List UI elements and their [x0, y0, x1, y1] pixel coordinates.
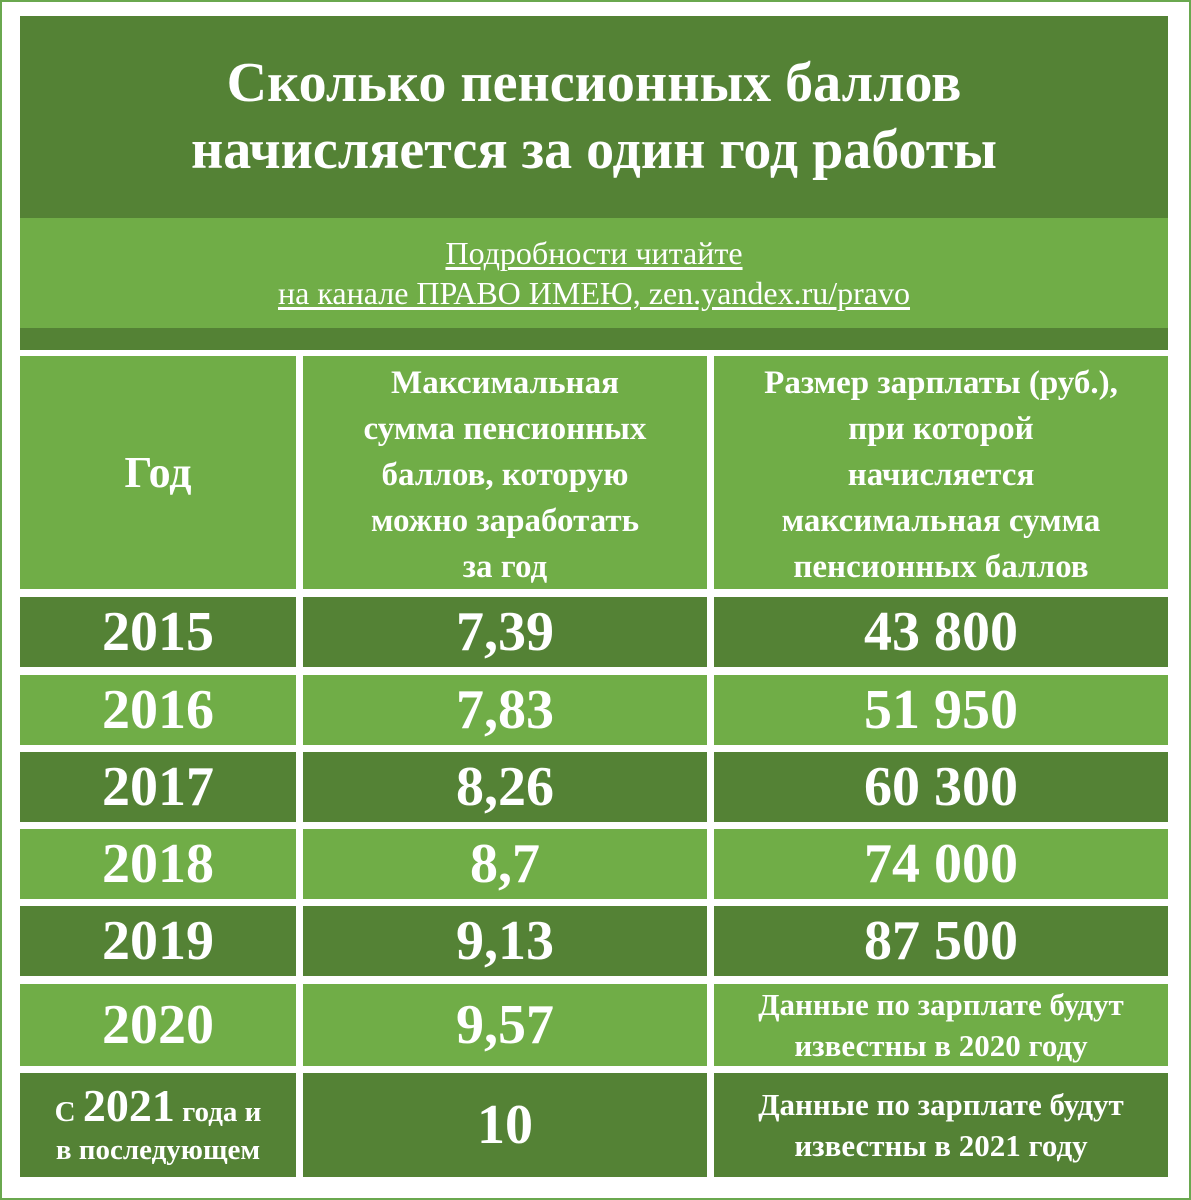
header-salary-line: пенсионных баллов — [793, 548, 1089, 585]
points-cell: 8,7 — [303, 829, 707, 899]
header-salary-line: Размер зарплаты (руб.), — [764, 364, 1118, 401]
header-points-line: баллов, которую — [381, 456, 629, 493]
header-year: Год — [20, 356, 296, 589]
source-note — [20, 218, 1168, 328]
salary-cell: 43 800 — [714, 597, 1168, 667]
header-points-line: Максимальная — [391, 364, 619, 401]
header-points-line: можно заработать — [370, 502, 640, 539]
divider-bar — [20, 328, 1168, 350]
salary-cell: 60 300 — [714, 752, 1168, 822]
points-cell: 7,39 — [303, 597, 707, 667]
year-prefix: С — [54, 1096, 76, 1128]
title-line-2: начисляется за один год работы — [190, 119, 998, 181]
salary-note-cell — [714, 984, 1168, 1066]
year-suffix: года и — [182, 1096, 262, 1128]
salary-cell: 87 500 — [714, 906, 1168, 976]
year-cell-2021-onwards — [20, 1073, 296, 1177]
points-cell: 9,57 — [303, 984, 707, 1066]
year-cell: 2015 — [20, 597, 296, 667]
salary-note-cell — [714, 1073, 1168, 1177]
points-cell: 9,13 — [303, 906, 707, 976]
source-line-2: на канале ПРАВО ИМЕЮ, zen.yandex.ru/pravo — [278, 275, 910, 311]
year-cell: 2019 — [20, 906, 296, 976]
header-max-points — [303, 356, 707, 589]
source-line-1: Подробности читайте — [445, 235, 743, 271]
year-number: 2021 — [82, 1080, 175, 1131]
points-cell: 10 — [303, 1073, 707, 1177]
header-points-line: за год — [462, 548, 548, 585]
year-cell: 2018 — [20, 829, 296, 899]
salary-note-line: известны в 2021 году — [794, 1128, 1088, 1163]
salary-note-line: Данные по зарплате будут — [758, 987, 1124, 1022]
salary-note-line: известны в 2020 году — [794, 1028, 1088, 1063]
salary-note-line: Данные по зарплате будут — [758, 1087, 1124, 1122]
header-salary-line: максимальная сумма — [781, 502, 1101, 539]
salary-cell: 51 950 — [714, 675, 1168, 745]
year-cell: 2017 — [20, 752, 296, 822]
page-title — [20, 16, 1168, 218]
year-cell: 2016 — [20, 675, 296, 745]
header-points-line: сумма пенсионных — [363, 410, 647, 447]
year-line-2: в последующем — [55, 1134, 261, 1166]
salary-cell: 74 000 — [714, 829, 1168, 899]
header-salary-line: при которой — [848, 410, 1034, 447]
title-line-1: Сколько пенсионных баллов — [226, 52, 962, 114]
year-cell: 2020 — [20, 984, 296, 1066]
points-cell: 7,83 — [303, 675, 707, 745]
header-salary — [714, 356, 1168, 589]
header-salary-line: начисляется — [847, 456, 1035, 493]
points-cell: 8,26 — [303, 752, 707, 822]
